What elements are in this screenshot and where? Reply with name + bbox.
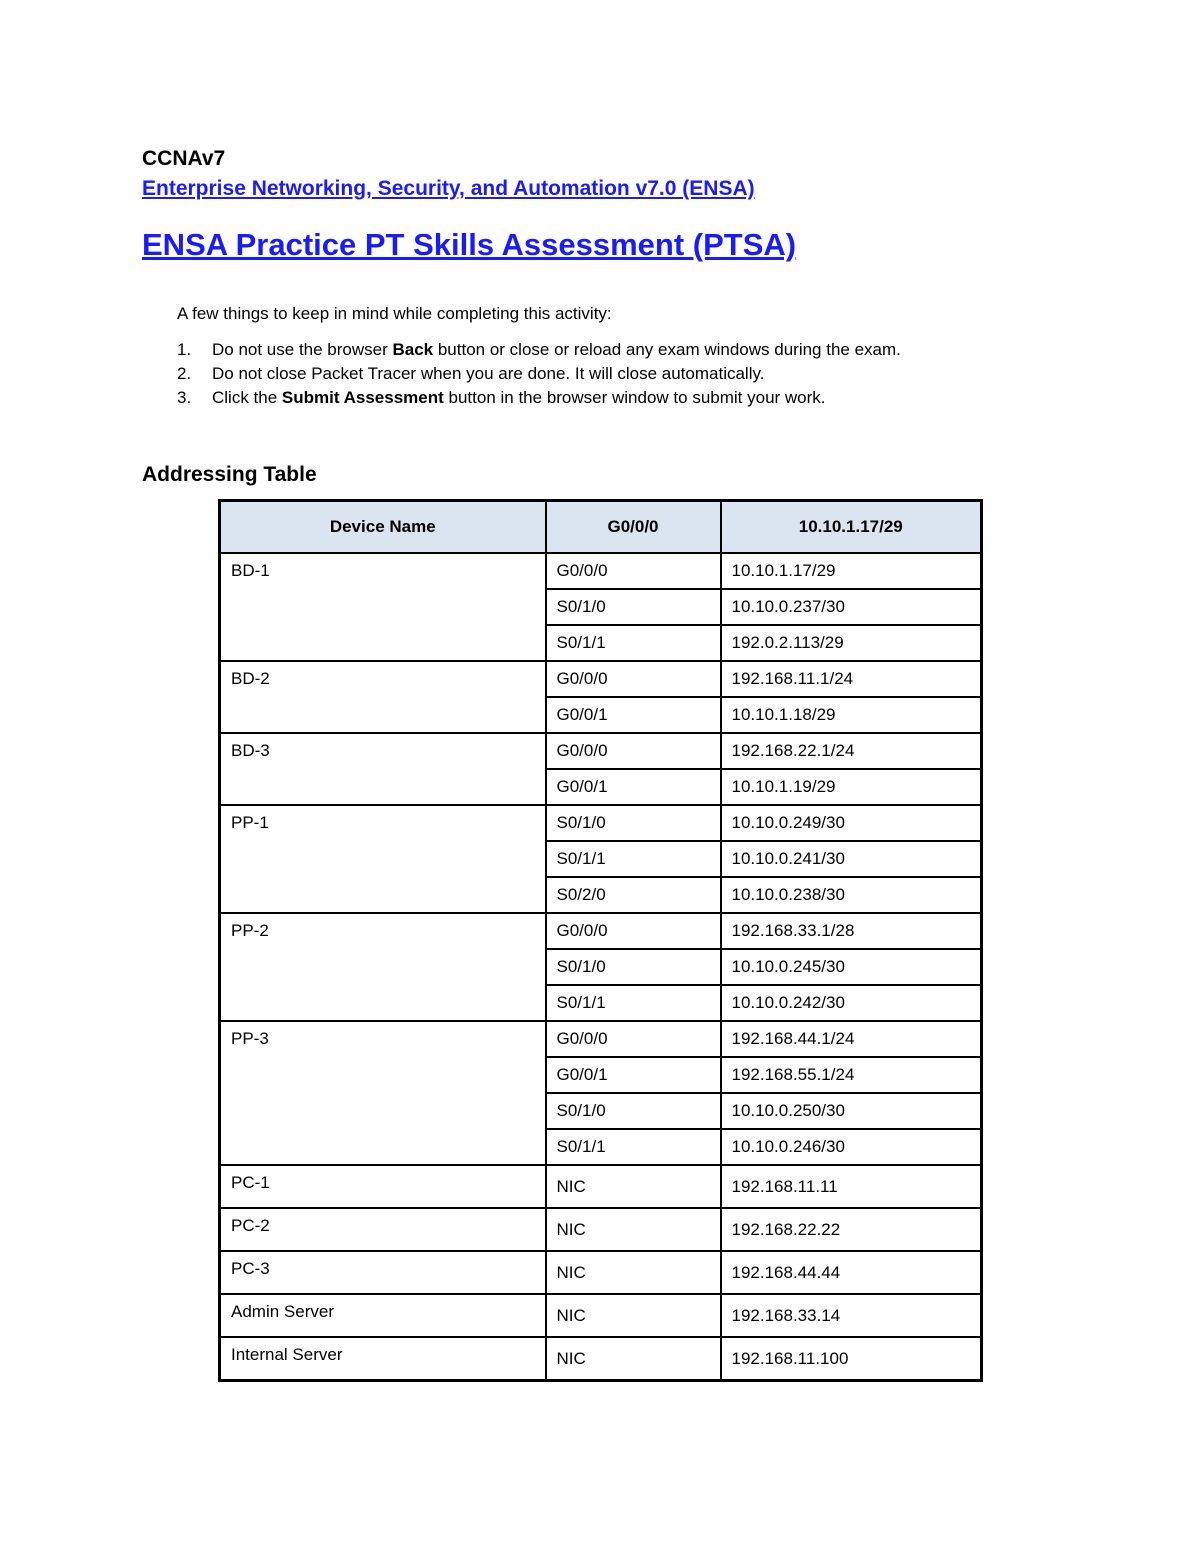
interface-cell: G0/0/0 — [546, 1021, 721, 1057]
table-body — [220, 553, 982, 1381]
table-row — [220, 805, 982, 841]
addressing-table — [218, 499, 983, 1382]
interface-cell: G0/0/1 — [546, 1057, 721, 1093]
ip-address-cell: 192.168.44.1/24 — [721, 1021, 982, 1057]
device-name-cell: PP-2 — [220, 913, 546, 1021]
addressing-table-heading: Addressing Table — [142, 463, 317, 486]
ip-address-cell: 192.168.33.14 — [721, 1294, 982, 1337]
column-header-address: 10.10.1.17/29 — [721, 501, 982, 554]
ip-address-cell: 192.168.44.44 — [721, 1251, 982, 1294]
device-name-cell: Admin Server — [220, 1294, 546, 1337]
instruction-text: button or close or reload any exam windows during the exam. — [433, 340, 901, 359]
instruction-item — [177, 338, 901, 362]
ip-address-cell: 10.10.0.249/30 — [721, 805, 982, 841]
ip-address-cell: 192.168.22.22 — [721, 1208, 982, 1251]
interface-cell: S0/1/0 — [546, 949, 721, 985]
device-name-cell: BD-1 — [220, 553, 546, 661]
ip-address-cell: 10.10.0.241/30 — [721, 841, 982, 877]
instruction-emphasis: Back — [392, 340, 434, 359]
ip-address-cell: 10.10.0.246/30 — [721, 1129, 982, 1165]
interface-cell: NIC — [546, 1337, 721, 1381]
interface-cell: S0/1/0 — [546, 805, 721, 841]
intro-text: A few things to keep in mind while completing this activity: — [177, 304, 612, 323]
ip-address-cell: 192.168.22.1/24 — [721, 733, 982, 769]
instruction-text: button in the browser window to submit your work. — [443, 388, 826, 407]
device-name-cell: BD-3 — [220, 733, 546, 805]
instruction-number: 1. — [177, 340, 192, 359]
interface-cell: S0/1/0 — [546, 589, 721, 625]
interface-cell: G0/0/1 — [546, 697, 721, 733]
interface-cell: S0/1/1 — [546, 841, 721, 877]
ip-address-cell: 192.168.11.100 — [721, 1337, 982, 1381]
interface-cell: NIC — [546, 1208, 721, 1251]
table-row — [220, 733, 982, 769]
table-header-row — [220, 501, 982, 554]
interface-cell: G0/0/0 — [546, 661, 721, 697]
interface-cell: S0/2/0 — [546, 877, 721, 913]
device-name-cell: PP-3 — [220, 1021, 546, 1165]
instruction-number: 2. — [177, 364, 192, 383]
table-row — [220, 1208, 982, 1251]
interface-cell: NIC — [546, 1294, 721, 1337]
ip-address-cell: 10.10.0.237/30 — [721, 589, 982, 625]
device-name-cell: BD-2 — [220, 661, 546, 733]
ip-address-cell: 10.10.0.242/30 — [721, 985, 982, 1021]
ip-address-cell: 192.168.11.1/24 — [721, 661, 982, 697]
table-row — [220, 913, 982, 949]
ip-address-cell: 192.168.33.1/28 — [721, 913, 982, 949]
instruction-number: 3. — [177, 388, 192, 407]
table-row — [220, 1294, 982, 1337]
interface-cell: S0/1/1 — [546, 1129, 721, 1165]
ip-address-cell: 10.10.1.19/29 — [721, 769, 982, 805]
table-row — [220, 1337, 982, 1381]
table-row — [220, 661, 982, 697]
interface-cell: S0/1/1 — [546, 625, 721, 661]
document-title-link[interactable]: ENSA Practice PT Skills Assessment (PTSA) — [142, 227, 797, 262]
course-code: CCNAv7 — [142, 147, 226, 170]
instruction-text: Click the — [212, 388, 282, 407]
ip-address-cell: 10.10.1.18/29 — [721, 697, 982, 733]
instruction-text: Do not use the browser — [212, 340, 393, 359]
ip-address-cell: 192.168.55.1/24 — [721, 1057, 982, 1093]
instructions-list — [177, 338, 901, 410]
instruction-text: Do not close Packet Tracer when you are done. It will close automatically. — [212, 364, 765, 383]
interface-cell: G0/0/0 — [546, 733, 721, 769]
ip-address-cell: 10.10.0.250/30 — [721, 1093, 982, 1129]
ip-address-cell: 192.168.11.11 — [721, 1165, 982, 1208]
device-name-cell: PP-1 — [220, 805, 546, 913]
instruction-item — [177, 362, 901, 386]
ip-address-cell: 192.0.2.113/29 — [721, 625, 982, 661]
table-row — [220, 1165, 982, 1208]
table-row — [220, 1021, 982, 1057]
column-header-interface: G0/0/0 — [546, 501, 721, 554]
interface-cell: S0/1/1 — [546, 985, 721, 1021]
table-row — [220, 1251, 982, 1294]
interface-cell: NIC — [546, 1165, 721, 1208]
interface-cell: G0/0/1 — [546, 769, 721, 805]
interface-cell: G0/0/0 — [546, 553, 721, 589]
interface-cell: S0/1/0 — [546, 1093, 721, 1129]
column-header-device-name: Device Name — [220, 501, 546, 554]
ip-address-cell: 10.10.0.238/30 — [721, 877, 982, 913]
device-name-cell: Internal Server — [220, 1337, 546, 1381]
instruction-emphasis: Submit Assessment — [281, 388, 444, 407]
device-name-cell: PC-3 — [220, 1251, 546, 1294]
device-name-cell: PC-2 — [220, 1208, 546, 1251]
course-title-link[interactable]: Enterprise Networking, Security, and Automation v7.0 (ENSA) — [142, 177, 755, 200]
ip-address-cell: 10.10.0.245/30 — [721, 949, 982, 985]
interface-cell: G0/0/0 — [546, 913, 721, 949]
device-name-cell: PC-1 — [220, 1165, 546, 1208]
interface-cell: NIC — [546, 1251, 721, 1294]
ip-address-cell: 10.10.1.17/29 — [721, 553, 982, 589]
table-row — [220, 553, 982, 589]
instruction-item — [177, 386, 901, 410]
